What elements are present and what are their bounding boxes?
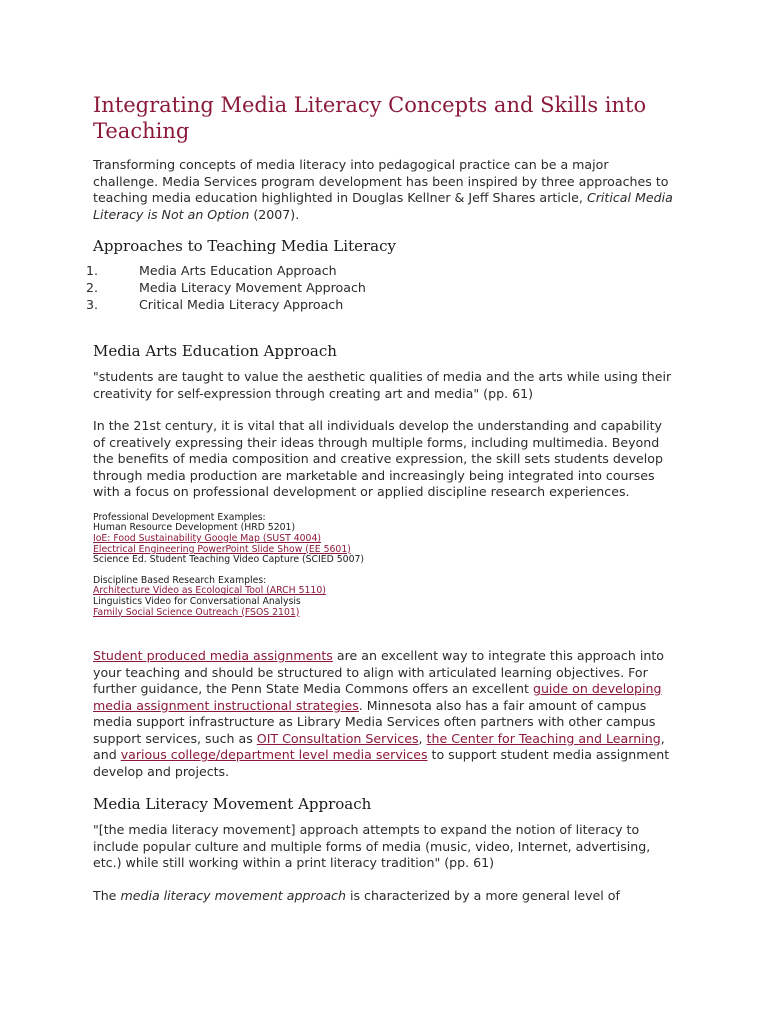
intro-text: Transforming concepts of media literacy into pedagogical practice can be a major challenge. Media Services program development has been inspired by three approaches to teaching media education highlighted in Douglas Kellner & Jeff Shares article, [93,157,669,205]
paragraph-text: are an excellent way to integrate this approach into your teaching and should be structured to align with articulated learning objectives. For further guidance, the Penn State Media Commons offers an excellent [93,648,664,697]
example-item: Human Resource Development (HRD 5201) [93,522,296,534]
article-title: Critical Media Literacy is Not an Option [93,190,673,222]
approaches-heading: Approaches to Teaching Media Literacy [93,237,396,255]
example-item: Linguistics Video for Conversational Analysis [93,596,301,608]
paragraph-text: The [93,887,121,903]
ctl-link[interactable]: the Center for Teaching and Learning [426,730,661,746]
list-number: 2. [85,279,98,295]
example-link[interactable]: Electrical Engineering PowerPoint Slide Show (EE 5601) [93,543,351,555]
paragraph-text: . Minnesota also has a fair amount of campus media support infrastructure as Library Media Services often partners with other campus support services, such as [93,697,656,746]
movement-heading: Media Literacy Movement Approach [93,795,372,814]
assignments-paragraph [93,648,676,780]
list-label: Media Literacy Movement Approach [139,279,366,295]
list-label: Media Arts Education Approach [139,263,337,278]
example-link[interactable]: Architecture Video as Ecological Tool (ARCH 5110) [93,585,326,597]
list-number: 3. [85,296,98,312]
paragraph-text: , [418,730,427,746]
guide-link[interactable]: guide on developing media assignment instructional strategies [93,681,662,713]
example-link[interactable]: IoE: Food Sustainability Google Map (SUST 4004) [93,533,322,545]
media-arts-heading: Media Arts Education Approach [93,342,337,361]
media-arts-quote: "students are taught to value the aesthetic qualities of media and the arts while using their creativity for self-expression through creating art and media" (pp. 61) [93,369,672,401]
list-item [85,279,676,297]
example-item: Science Ed. Student Teaching Video Capture (SCIED 5007) [93,554,365,566]
list-item [85,263,676,280]
media-arts-body: In the 21st century, it is vital that all individuals develop the understanding and capability of creatively expressing their ideas through multiple forms, including multimedia. Beyond the benefits of media composition and creative expression, the skill sets students develop through media production are marketable and increasingly being integrated into courses with a focus on professional development or applied discipline research experiences. [93,418,663,500]
discipline-label: Discipline Based Research Examples: [93,574,267,586]
approaches-list [85,263,676,313]
movement-body [93,888,676,905]
college-media-link[interactable]: various college/department level media services [120,747,428,763]
list-label: Critical Media Literacy Approach [139,296,344,312]
intro-paragraph [93,157,676,223]
example-link[interactable]: Family Social Science Outreach (FSOS 2101) [93,606,300,618]
intro-year: (2007). [249,206,300,222]
pro-dev-label: Professional Development Examples: [93,511,266,523]
movement-quote: "[the media literacy movement] approach attempts to expand the notion of literacy to include popular culture and multiple forms of media (music, video, Internet, advertising, etc.) while still working within a print literacy tradition" (pp. 61) [93,822,651,871]
oit-link[interactable]: OIT Consultation Services [256,730,419,746]
page-title: Integrating Media Literacy Concepts and Skills into Teaching [93,93,647,143]
list-item [85,296,676,314]
paragraph-text: to support student media assignment develop and projects. [93,747,670,779]
student-assignments-link[interactable]: Student produced media assignments [93,648,333,664]
emphasis-text: media literacy movement approach [120,887,346,903]
discipline-examples [93,576,676,618]
paragraph-text: is characterized by a more general level of [345,887,620,903]
list-number: 1. [85,263,98,278]
pro-dev-examples [93,513,676,566]
paragraph-text: , and [93,730,665,763]
